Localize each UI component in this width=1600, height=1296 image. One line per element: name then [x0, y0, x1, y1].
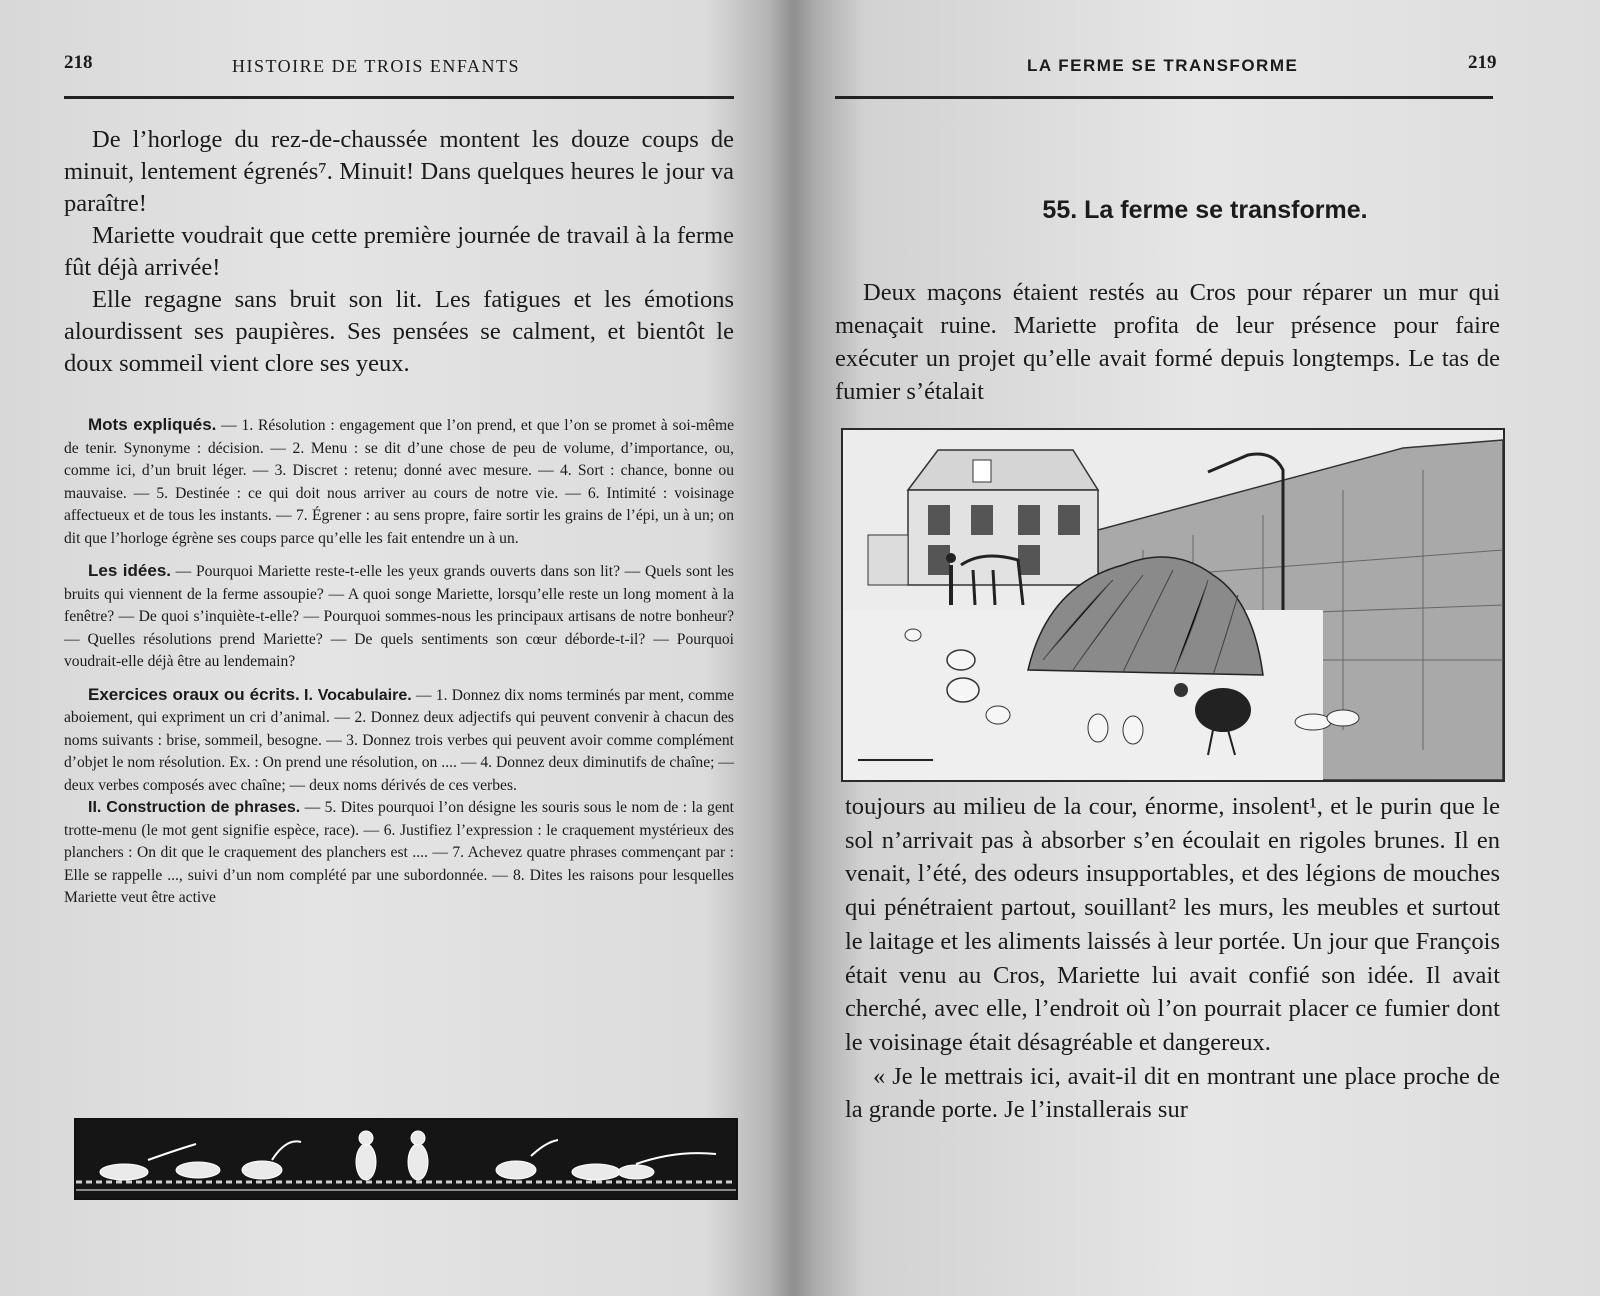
paragraph: Mariette voudrait que cette première journée de travail à la ferme fût déjà arrivée!	[64, 222, 734, 281]
left-running-head: HISTOIRE DE TROIS ENFANTS	[232, 56, 521, 76]
mots-expliques	[64, 414, 734, 550]
paragraph: « Je le mettrais ici, avait-il dit en montrant une place proche de la grande porte. Je l’installerais sur	[845, 1062, 1500, 1124]
mouse-icon	[572, 1164, 620, 1180]
mouse-icon	[176, 1162, 220, 1178]
mouse-icon	[408, 1144, 428, 1180]
paragraph: De l’horloge du rez-de-chaussée montent les douze coups de minuit, lentement égrenés⁷. Minuit! Dans quelques heures le jour va paraître!	[64, 126, 734, 217]
farmyard-svg	[843, 430, 1503, 780]
mots-expliques-text: — 1. Résolution : engagement que l’on prend, et que l’on se promet à soi-même de tenir. Synonyme : décision. — 2. Menu : se dit d’une chose de peu de volume, d’importance, ou, comme ici, d’un bruit léger. — 3. Discret : retenu; donné avec mesure. — 4. Sort : chance, bonne ou mauvaise. — 5. Destinée : ce qui doit nous arriver au cours de notre vie. — 6. Intimité : voisinage affectueux et de tous les instants. — 7. Égrener : au sens propre, faire sortir les grains de l’épi, un à un; on dit que l’horloge égrène ses coups parce qu’elle les fait entendre un à un.	[64, 417, 734, 547]
mouse-icon	[356, 1144, 376, 1180]
right-body-text-top	[835, 276, 1500, 408]
les-idees	[64, 560, 734, 674]
paragraph: Elle regagne sans bruit son lit. Les fatigues et les émotions alourdissent ses paupières. Ses pensées se calment, et bientôt le doux sommeil vient clore ses yeux.	[64, 286, 734, 377]
mouse-icon	[496, 1161, 536, 1179]
farmyard-illustration	[841, 428, 1505, 782]
paragraph: toujours au milieu de la cour, énorme, insolent¹, et le purin que le sol n’arrivait pas à absorber s’en écoulait en rigoles brunes. Il en venait, l’été, des odeurs insupportables, et des légions de mouches qui pénétraient partout, souillant² les murs, les meubles et surtout le laitage et les aliments laissés à leur portée. Un jour que François était venu au Cros, Mariette lui avait confié son idée. Il avait cherché, avec elle, l’endroit où l’on pourrait placer ce fumier dont le voisinage était désagréable et dangereux.	[845, 793, 1500, 1056]
right-page	[805, 0, 1600, 1296]
paragraph: Deux maçons étaient restés au Cros pour réparer un mur qui menaçait ruine. Mariette profita de leur présence pour faire exécuter un projet qu’elle avait formé depuis longtemps. Le tas de fumier s’étalait	[835, 279, 1500, 405]
construction-text: — 5. Dites pourquoi l’on désigne les souris sous le nom de : la gent trotte-menu (le mot gent signifie espèce, race). — 6. Justifiez l’expression : le craquement mystérieux des planchers : On dit que le craquement des planchers est .... — 7. Achevez quatre phrases commençant par : Elle se rappelle ..., suivi d’un nom complété par une subordonnée. — 8. Dites les raisons pour lesquelles Mariette veut être active	[64, 799, 735, 906]
les-idees-label: Les idées.	[88, 561, 171, 580]
mots-expliques-label: Mots expliqués.	[88, 415, 217, 434]
mouse-icon	[100, 1164, 148, 1180]
exercices-label: Exercices oraux ou écrits.	[88, 684, 300, 704]
construction-label: II. Construction de phrases.	[88, 799, 301, 816]
mice-frieze-illustration	[74, 1118, 738, 1200]
mice-frieze-svg	[76, 1120, 736, 1198]
mouse-icon	[242, 1161, 282, 1179]
vocabulaire-label: I. Vocabulaire.	[304, 686, 412, 704]
construction	[64, 797, 734, 910]
left-page-number: 218	[64, 52, 93, 73]
right-page-number: 219	[1468, 52, 1497, 73]
vocabulaire-text: — 1. Donnez dix noms terminés par ment, comme aboiement, qui expriment un cri d’animal. — 2. Donnez deux adjectifs qui peuvent convenir à chacun des noms suivants : brise, sommeil, besogne. — 3. Donnez trois verbes qui peuvent avoir comme complément d’objet le nom résolution. Ex. : On prend une résolution, on .... — 4. Donnez deux diminutifs de chaîne; — deux verbes composés avec chaîne; — deux noms dérivés de ces verbes.	[64, 686, 735, 794]
study-notes	[64, 414, 734, 920]
left-header-rule	[64, 96, 734, 99]
left-body-text	[64, 124, 734, 380]
les-idees-text: — Pourquoi Mariette reste-t-elle les yeux grands ouverts dans son lit? — Quels sont les bruits qui viennent de la ferme assoupie? — A quoi songe Mariette, lorsqu’elle reste un long moment à la fenêtre? — De quoi s’inquiète-t-elle? — Pourquoi sommes-nous les principaux artisans de notre bonheur? — Quelles résolutions prend Mariette? — De quels sentiments son cœur déborde-t-il? — Pourquoi voudrait-elle déjà être au lendemain?	[64, 563, 734, 670]
mouse-icon	[618, 1165, 654, 1179]
right-body-text-bottom	[845, 790, 1500, 1127]
left-page	[0, 0, 790, 1296]
exercices	[64, 684, 734, 798]
chapter-title: 55. La ferme se transforme.	[1042, 196, 1368, 224]
right-header-rule	[835, 96, 1493, 99]
right-running-head: LA FERME SE TRANSFORME	[1027, 56, 1299, 75]
